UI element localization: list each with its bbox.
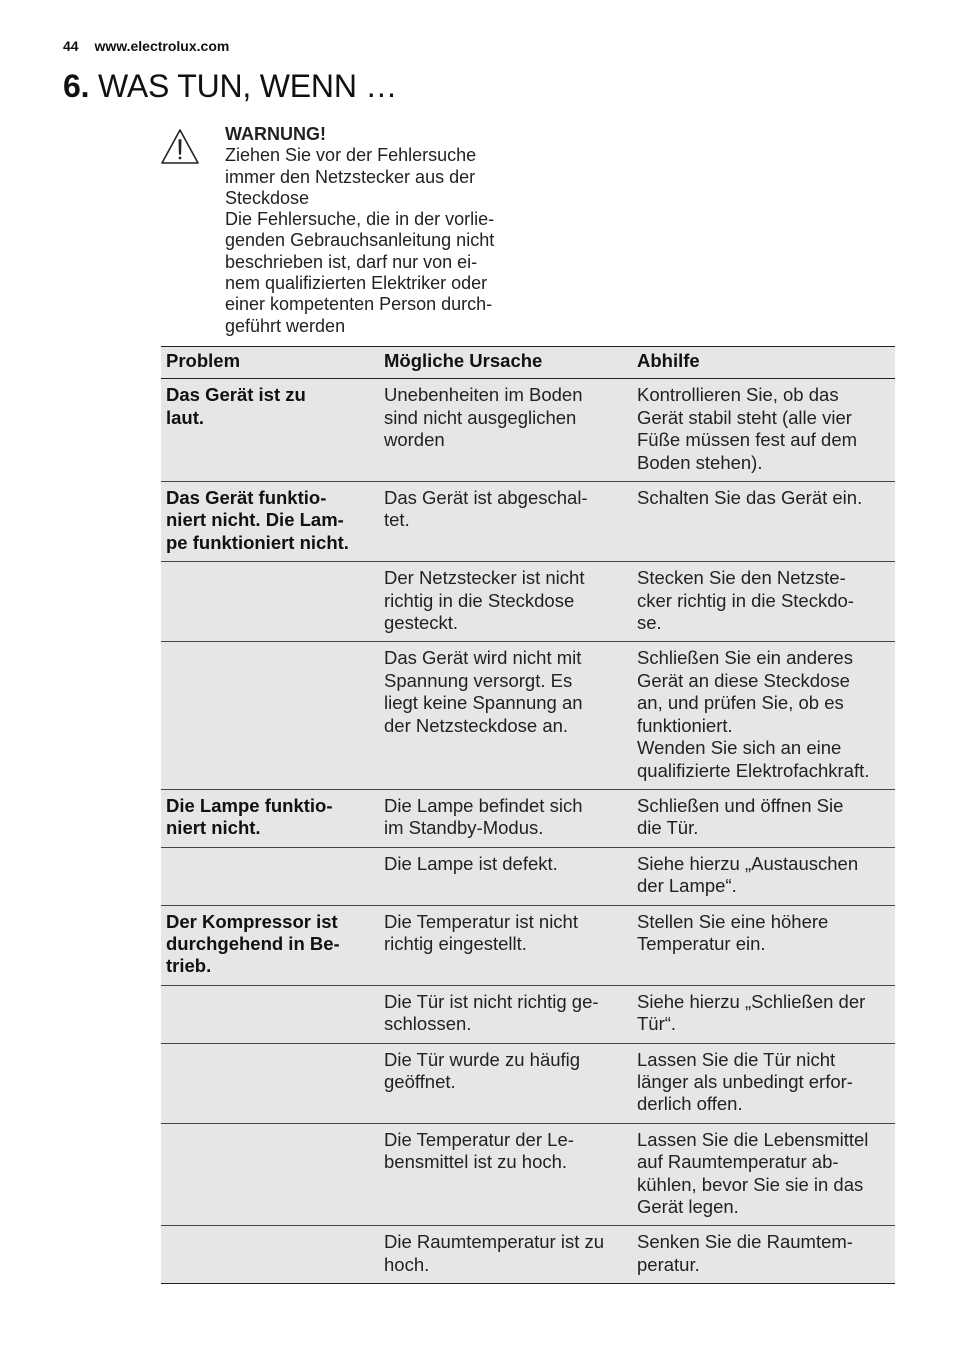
warning-triangle-icon — [160, 128, 200, 166]
cell-text-line: auf Raumtemperatur ab- — [637, 1151, 839, 1173]
cell-text-line: Schalten Sie das Gerät ein. — [637, 487, 863, 509]
cell-text-line: an, und prüfen Sie, ob es — [637, 692, 844, 714]
table-row — [161, 1226, 895, 1284]
cell-text-line: Die Tür wurde zu häufig — [384, 1048, 581, 1070]
cell-text-line: cker richtig in die Steckdo- — [637, 589, 854, 611]
warning-text-line: nem qualifizierten Elektriker oder — [225, 273, 488, 294]
cell-text-line: geöffnet. — [384, 1070, 456, 1092]
problem-cell — [161, 1043, 379, 1123]
cell-text-line: richtig eingestellt. — [384, 932, 527, 954]
cell-text-line: Der Netzstecker ist nicht — [384, 567, 585, 589]
cell-text-line: Siehe hierzu „Schließen der — [637, 990, 866, 1012]
troubleshooting-table — [161, 346, 895, 1284]
remedy-cell — [632, 1226, 895, 1284]
remedy-cell — [632, 379, 895, 482]
remedy-cell — [632, 1123, 895, 1226]
cell-text-line: se. — [637, 612, 662, 634]
cell-text-line: derlich offen. — [637, 1093, 743, 1115]
cause-cell — [379, 1123, 632, 1226]
cell-text-line: länger als unbedingt erfor- — [637, 1070, 853, 1092]
table-row — [161, 482, 895, 562]
cell-text-line: Schließen und öffnen Sie — [637, 794, 844, 816]
cell-text-line: Füße müssen fest auf dem — [637, 429, 858, 451]
cell-text-line: Boden stehen). — [637, 451, 763, 473]
cause-cell — [379, 379, 632, 482]
remedy-cell — [632, 642, 895, 789]
page-number: 44 — [63, 38, 79, 54]
section-number: 6. — [63, 68, 90, 104]
warning-text-line: genden Gebrauchsanleitung nicht — [225, 230, 495, 251]
cell-text-line: Die Lampe funktio- — [166, 794, 333, 816]
cell-text-line: liegt keine Spannung an — [384, 692, 583, 714]
cell-text-line: hoch. — [384, 1253, 430, 1275]
cause-cell — [379, 847, 632, 905]
remedy-cell — [632, 847, 895, 905]
remedy-cell — [632, 789, 895, 847]
cell-text-line: Gerät stabil steht (alle vier — [637, 406, 852, 428]
table-row — [161, 1043, 895, 1123]
problem-cell — [161, 379, 379, 482]
problem-cell — [161, 482, 379, 562]
cause-cell — [379, 985, 632, 1043]
cell-text-line: durchgehend in Be- — [166, 932, 340, 954]
cause-cell — [379, 789, 632, 847]
header-url: www.electrolux.com — [94, 38, 230, 54]
remedy-cell — [632, 482, 895, 562]
cell-text-line: Gerät legen. — [637, 1196, 739, 1217]
problem-cell — [161, 642, 379, 789]
problem-cell — [161, 1226, 379, 1284]
cause-cell — [379, 562, 632, 642]
cell-text-line: gesteckt. — [384, 612, 459, 634]
cell-text-line: kühlen, bevor Sie sie in das — [637, 1173, 864, 1195]
cell-text-line: der Netzsteckdose an. — [384, 714, 569, 736]
problem-cell — [161, 847, 379, 905]
warning-text-line: beschrieben ist, darf nur von ei- — [225, 251, 478, 272]
remedy-cell — [632, 562, 895, 642]
problem-cell — [161, 905, 379, 985]
cause-cell — [379, 1043, 632, 1123]
cell-text-line: peratur. — [637, 1253, 700, 1275]
cell-text-line: pe funktioniert nicht. — [166, 531, 349, 553]
cell-text-line: Schließen Sie ein anderes — [637, 647, 853, 669]
cell-text-line: Lassen Sie die Tür nicht — [637, 1048, 836, 1070]
cell-text-line: Kontrollieren Sie, ob das — [637, 384, 839, 406]
table-header-row — [161, 347, 895, 379]
cell-text-line: Siehe hierzu „Austauschen — [637, 852, 859, 874]
cell-text-line: richtig in die Steckdose — [384, 589, 575, 611]
column-header-cause: Mögliche Ursache — [379, 347, 632, 379]
column-header-remedy: Abhilfe — [632, 347, 895, 379]
cell-text-line: der Lampe“. — [637, 875, 737, 897]
cell-text-line: Stellen Sie eine höhere — [637, 910, 829, 932]
table-row — [161, 789, 895, 847]
table-row — [161, 985, 895, 1043]
problem-cell — [161, 1123, 379, 1226]
cause-cell — [379, 482, 632, 562]
page-header — [63, 38, 229, 54]
cause-cell — [379, 905, 632, 985]
cell-text-line: Lassen Sie die Lebensmittel — [637, 1128, 869, 1150]
warning-text-line: einer kompetenten Person durch- — [225, 294, 493, 315]
cell-text-line: Das Gerät ist zu — [166, 384, 306, 406]
table-row — [161, 1123, 895, 1226]
cause-cell — [379, 642, 632, 789]
problem-cell — [161, 562, 379, 642]
cell-text-line: im Standby-Modus. — [384, 817, 544, 839]
cell-text-line: Gerät an diese Steckdose — [637, 669, 850, 691]
section-title — [63, 68, 397, 105]
table-row — [161, 905, 895, 985]
cell-text-line: Das Gerät funktio- — [166, 487, 327, 509]
cell-text-line: tet. — [384, 509, 410, 531]
column-header-problem: Problem — [161, 347, 379, 379]
warning-text-line: geführt werden — [225, 315, 346, 336]
remedy-cell — [632, 905, 895, 985]
cell-text-line: Stecken Sie den Netzste- — [637, 567, 846, 589]
cell-text-line: Die Tür ist nicht richtig ge- — [384, 990, 599, 1012]
cell-text-line: Der Kompressor ist — [166, 910, 338, 932]
cell-text-line: Das Gerät ist abgeschal- — [384, 487, 588, 509]
cell-text-line: die Tür. — [637, 817, 699, 839]
problem-cell — [161, 985, 379, 1043]
warning-text-line: immer den Netzstecker aus der — [225, 166, 476, 187]
section-title-text: WAS TUN, WENN … — [98, 68, 398, 104]
cell-text-line: sind nicht ausgeglichen — [384, 406, 577, 428]
warning-text-line: Steckdose — [225, 187, 310, 208]
table-row — [161, 562, 895, 642]
cell-text-line: Spannung versorgt. Es — [384, 669, 573, 691]
remedy-cell — [632, 985, 895, 1043]
cell-text-line: Wenden Sie sich an eine — [637, 737, 842, 759]
problem-cell — [161, 789, 379, 847]
warning-label: WARNUNG! — [225, 124, 326, 144]
cell-text-line: Senken Sie die Raumtem- — [637, 1231, 853, 1253]
cell-text-line: qualifizierte Elektrofachkraft. — [637, 759, 870, 781]
cell-text-line: Die Lampe befindet sich — [384, 794, 583, 816]
remedy-cell — [632, 1043, 895, 1123]
cell-text-line: trieb. — [166, 955, 212, 977]
cell-text-line: Das Gerät wird nicht mit — [384, 647, 582, 669]
cell-text-line: Unebenheiten im Boden — [384, 384, 583, 406]
warning-text — [225, 124, 520, 337]
cell-text-line: Die Temperatur der Le- — [384, 1128, 574, 1150]
cell-text-line: niert nicht. Die Lam- — [166, 509, 344, 531]
cell-text-line: worden — [384, 429, 445, 451]
cell-text-line: niert nicht. — [166, 817, 261, 839]
cell-text-line: Tür“. — [637, 1013, 677, 1035]
cell-text-line: bensmittel ist zu hoch. — [384, 1151, 568, 1173]
table-row — [161, 379, 895, 482]
cell-text-line: Temperatur ein. — [637, 932, 766, 954]
cell-text-line: funktioniert. — [637, 714, 733, 736]
warning-text-line: Ziehen Sie vor der Fehlersuche — [225, 145, 477, 166]
cell-text-line: Die Raumtemperatur ist zu — [384, 1231, 605, 1253]
cell-text-line: Die Lampe ist defekt. — [384, 852, 558, 874]
cause-cell — [379, 1226, 632, 1284]
table-row — [161, 847, 895, 905]
cell-text-line: laut. — [166, 406, 205, 428]
table-row — [161, 642, 895, 789]
warning-text-line: Die Fehlersuche, die in der vorlie- — [225, 209, 495, 230]
cell-text-line: schlossen. — [384, 1013, 472, 1035]
cell-text-line: Die Temperatur ist nicht — [384, 910, 578, 932]
